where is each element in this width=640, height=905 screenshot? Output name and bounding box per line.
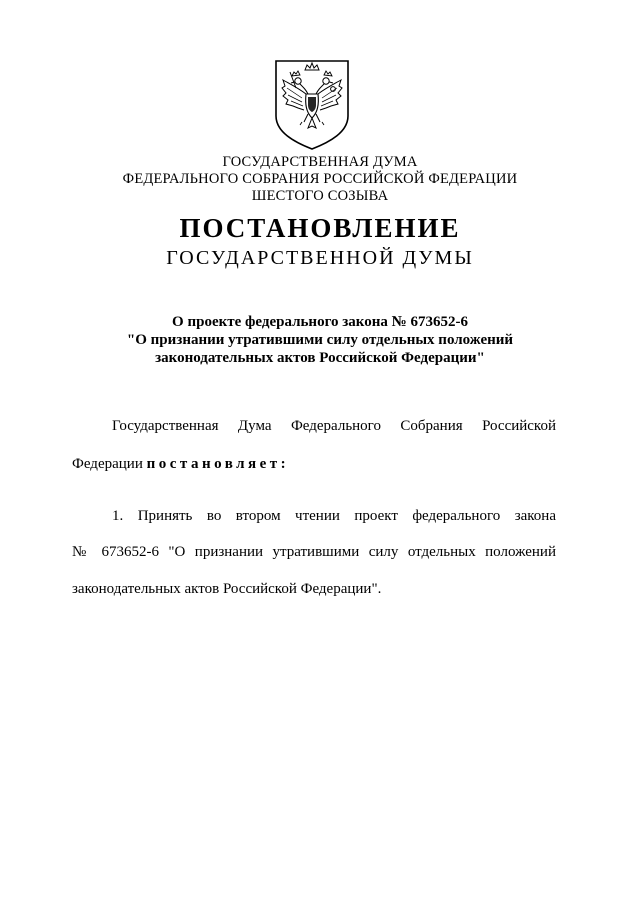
org-name-line-2: ФЕДЕРАЛЬНОГО СОБРАНИЯ РОССИЙСКОЙ ФЕДЕРАЦИИ <box>122 171 518 187</box>
preamble-line-2 <box>72 455 289 474</box>
item-1-line-1: 1. Принять во втором чтении проект федерального закона <box>112 508 556 524</box>
item-1-line-2: № 673652-6 "О признании утратившими силу отдельных положений <box>72 544 556 560</box>
document-issuer-title: ГОСУДАРСТВЕННОЙ ДУМЫ <box>166 247 474 269</box>
subject-line-2: "О признании утратившими силу отдельных положений <box>126 332 514 348</box>
org-name-line-1: ГОСУДАРСТВЕННАЯ ДУМА <box>222 154 418 170</box>
document-type-title: ПОСТАНОВЛЕНИЕ <box>179 213 461 243</box>
subject-line-1: О проекте федерального закона № 673652-6 <box>172 314 468 330</box>
preamble-line-2-text: Федерации <box>72 456 147 472</box>
item-1-line-3: законодательных актов Российской Федерации". <box>72 581 382 597</box>
coat-of-arms-icon <box>272 58 352 152</box>
preamble-line-1: Государственная Дума Федерального Собрания Российской <box>112 418 556 434</box>
decree-word: постановляет: <box>146 456 290 472</box>
subject-line-3: законодательных актов Российской Федерации" <box>155 350 485 366</box>
convocation-line: ШЕСТОГО СОЗЫВА <box>251 188 389 204</box>
